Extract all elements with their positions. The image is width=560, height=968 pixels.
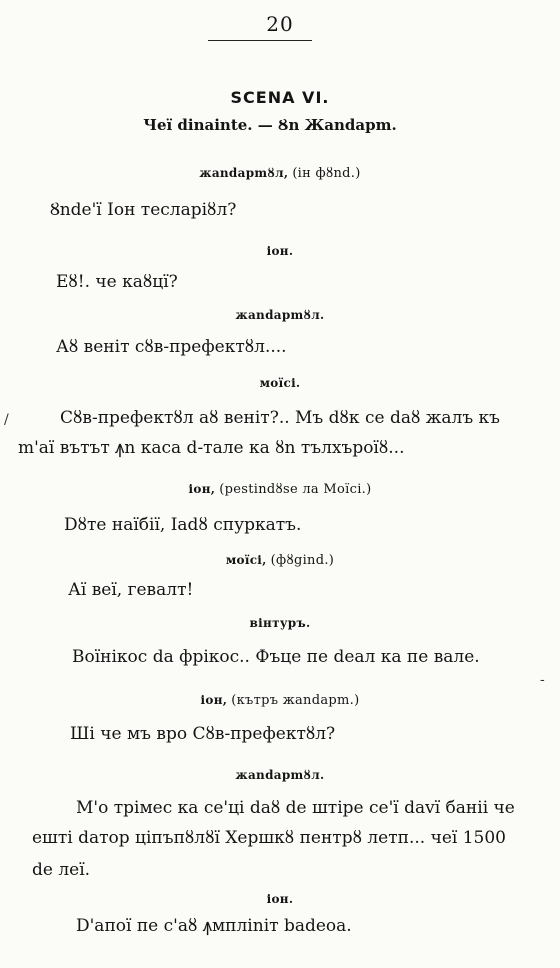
dialogue-line: ешті dатор ціпъпȣлȣї Хершкȣ пентрȣ летп... чеї 1500 [32,828,506,848]
speaker-label: жandaрmȣл. [235,308,325,322]
speaker-label: іон. [266,892,294,906]
speaker-label: моїсі. [259,376,301,390]
scene-title: SCENA VI. [230,88,330,107]
stage-direction: (фȣgind.) [270,553,335,568]
dialogue-line: Ȣnde'ї Іон тесларіȣл? [50,200,237,220]
dialogue-line: m'аї вътът ꙟn каса d-тале ка ȣn тълхъроїȣ... [18,438,405,458]
speaker-label: іон. [266,244,294,258]
stage-direction-intro: Чеї dinainte. — Ȣn Жandaрm. [143,116,397,134]
stage-direction: (ін фȣnd.) [292,166,361,181]
dialogue-line: Сȣв-префектȣл аȣ веніт?.. Мъ dȣк се daȣ жалъ къ [60,408,500,428]
stage-direction: (pestindȣse ла Моїcі.) [219,482,372,497]
dialogue-line: М'о трімес ка се'ці daȣ de штіре се'ї dаvї баніі че [76,798,515,818]
speaker-label: іон, (кътръ жandaрm.) [200,693,360,708]
dialogue-line: Еȣ!. че каȣцї? [56,272,178,292]
dialogue-line: Ші че мъ вро Сȣв-префектȣл? [70,724,336,744]
stage-direction: (кътръ жandaрm.) [231,693,360,708]
speaker-label: вінтуръ. [249,616,311,630]
page-number: 20 [266,12,294,36]
speaker-label: іон, (pestindȣse ла Моїcі.) [188,482,372,497]
dialogue-line: Аї веї, гевалт! [68,580,194,600]
speaker-label: жandaрmȣл, (ін фȣnd.) [199,166,361,181]
margin-mark: / [4,412,9,428]
dialogue-line: D'апої пе с'аȣ ꙟмпліnіт badeoa. [76,916,352,936]
dialogue-line: de леї. [32,860,91,880]
margin-mark: - [540,672,545,688]
speaker-label: моїсі, (фȣgind.) [225,553,335,568]
speaker-label: жandaрmȣл. [235,768,325,782]
header-rule [208,40,312,41]
dialogue-line: Воїнікос da фрікос.. Фъце пе dеал ка пе вале. [72,647,480,667]
dialogue-line: Dȣте наїбії, Іаdȣ спуркатъ. [64,515,302,535]
dialogue-line: Аȣ веніт сȣв-префектȣл.... [56,337,287,357]
